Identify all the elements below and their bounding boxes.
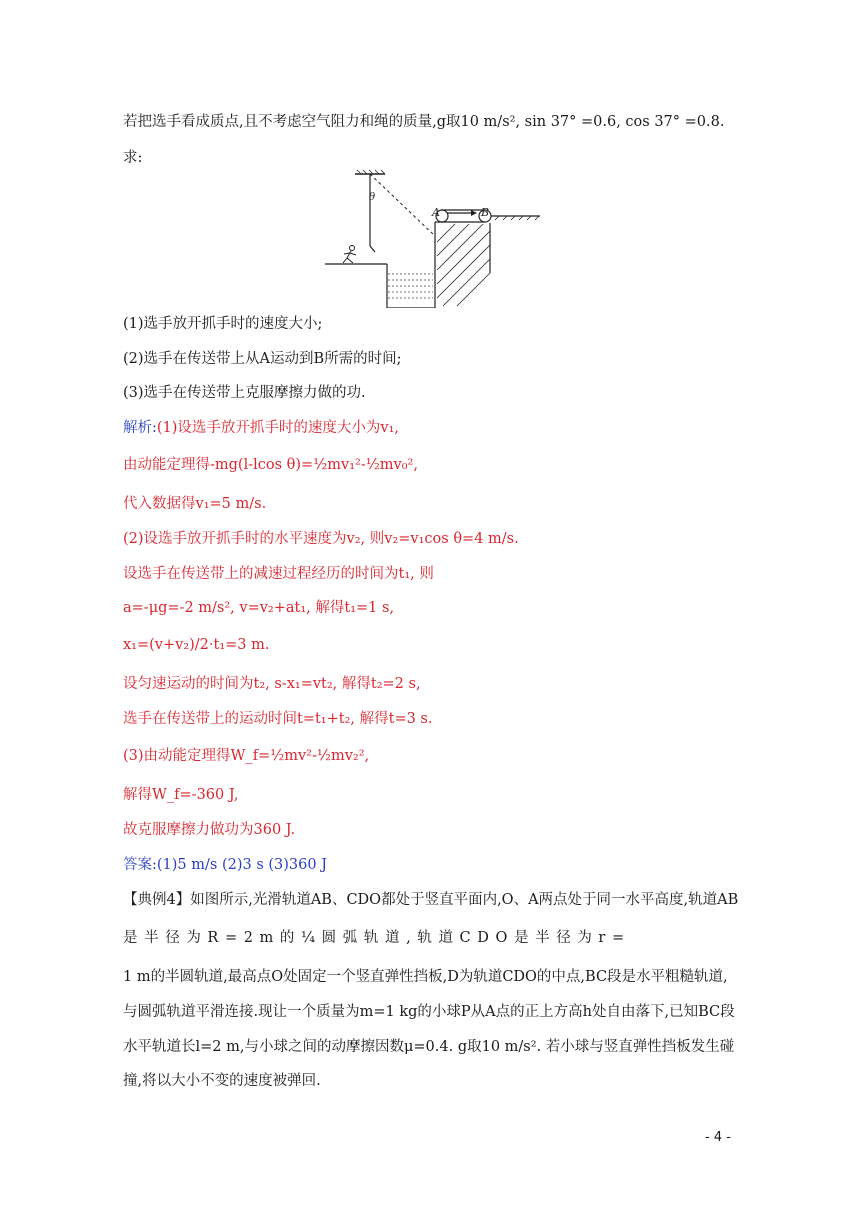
solution-line-2: 由动能定理得-mg(l-lcos θ)=½mv₁²-½mv₀², <box>123 457 418 473</box>
solution-line-11: 解得W_f=-360 J, <box>123 787 239 803</box>
solution-line-9: 选手在传送带上的运动时间t=t₁+t₂, 解得t=3 s. <box>123 711 433 727</box>
solution-line-4: (2)设选手放开抓手时的水平速度为v₂, 则v₂=v₁cos θ=4 m/s. <box>123 531 519 547</box>
solution-line-5: 设选手在传送带上的减速过程经历的时间为t₁, 则 <box>123 566 434 582</box>
question-1: (1)选手放开抓手时的速度大小; <box>123 316 323 332</box>
intro-line-1: 若把选手看成质点,且不考虑空气阻力和绳的质量,g取10 m/s², sin 37° =0.6, cos 37° =0.8. <box>123 114 725 130</box>
example4-line-5: 水平轨道长l=2 m,与小球之间的动摩擦因数μ=0.4. g取10 m/s². 若小球与竖直弹性挡板发生碰 <box>123 1039 735 1055</box>
example4-line-1: 【典例4】如图所示,光滑轨道AB、CDO都处于竖直平面内,O、A两点处于同一水平高度,轨道AB <box>123 892 739 908</box>
page-number: - 4 - <box>705 1130 731 1145</box>
answer-text: (1)5 m/s (2)3 s (3)360 J <box>156 857 328 873</box>
example4-line-2: 是 半 径 为 R = 2 m 的 ¼ 圆 弧 轨 道 , 轨 道 C D O 是 半 径 为 r = <box>123 930 625 946</box>
intro-line-2: 求: <box>123 150 143 166</box>
example4-line-6: 撞,将以大小不变的速度被弹回. <box>123 1073 321 1089</box>
solution-line-6: a=-μg=-2 m/s², v=v₂+at₁, 解得t₁=1 s, <box>123 600 395 616</box>
answer-label: 答案: <box>123 857 157 873</box>
question-3: (3)选手在传送带上克服摩擦力做的功. <box>123 385 366 401</box>
runner-icon <box>343 246 356 264</box>
solution-line-3: 代入数据得v₁=5 m/s. <box>123 496 267 512</box>
label-b: B <box>481 206 490 219</box>
example4-line-3: 1 m的半圆轨道,最高点O处固定一个竖直弹性挡板,D为轨道CDO的中点,BC段是水平粗糙轨道, <box>123 969 728 985</box>
solution-line-7: x₁=(v+v₂)/2·t₁=3 m. <box>123 637 270 653</box>
solution-line-12: 故克服摩擦力做功为360 J. <box>123 822 296 838</box>
theta-label: θ <box>369 192 376 203</box>
pendulum-conveyor-figure <box>325 168 555 308</box>
answer-line <box>123 855 327 875</box>
solution-line-10: (3)由动能定理得W_f=½mv²-½mv₂², <box>123 748 370 764</box>
solution-line-8: 设匀速运动的时间为t₂, s-x₁=vt₂, 解得t₂=2 s, <box>123 676 421 692</box>
example4-line-4: 与圆弧轨道平滑连接.现让一个质量为m=1 kg的小球P从A点的正上方高h处自由落下,已知BC段 <box>123 1004 735 1020</box>
question-2: (2)选手在传送带上从A运动到B所需的时间; <box>123 351 402 367</box>
solution-line-1: 解析:(1)设选手放开抓手时的速度大小为v₁, <box>123 420 400 436</box>
label-a: A <box>432 206 440 219</box>
solution-label: 解析: <box>123 420 157 436</box>
